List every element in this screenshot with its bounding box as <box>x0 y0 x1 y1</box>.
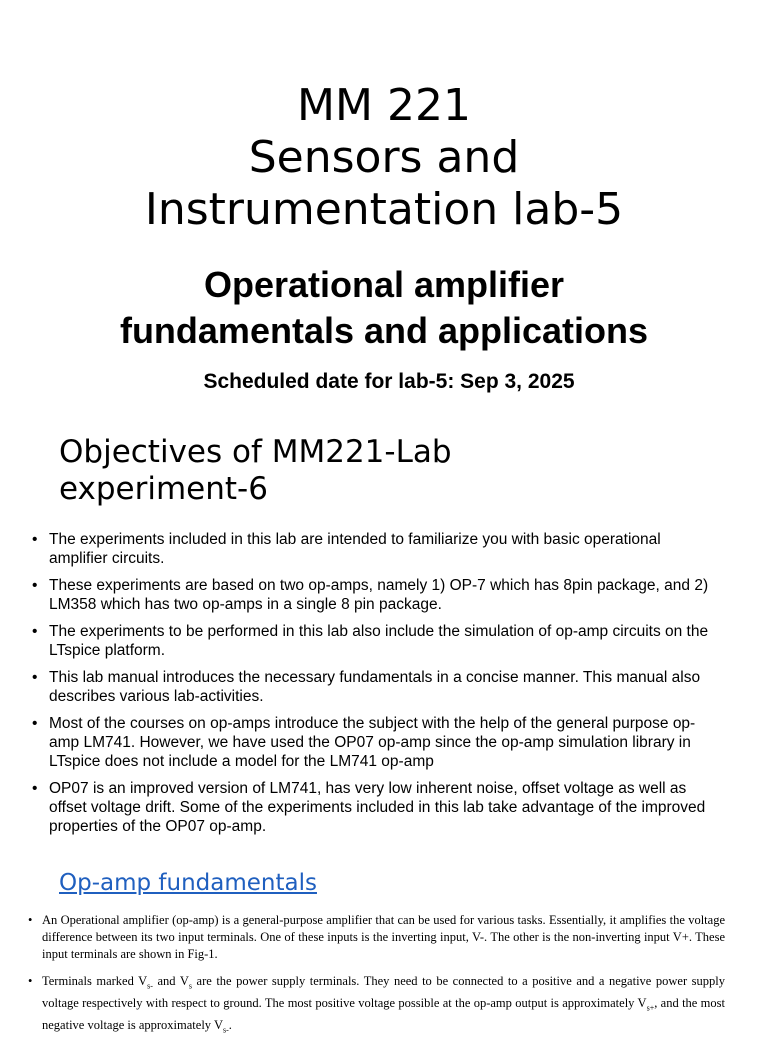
bullet-icon: • <box>32 780 38 797</box>
list-item <box>32 779 722 836</box>
op-amp-fundamentals-link[interactable]: Op-amp fundamentals <box>59 870 317 896</box>
text-segment: . <box>228 1018 232 1032</box>
list-item-text: An Operational amplifier (op-amp) is a general-purpose amplifier that can be used for various tasks. Essentially, it amplifies the voltage difference between its two input terminals. One of these inputs is the inverting input, V-. The other is the non-inverting input V+. These input terminals are shown in Fig-1. <box>42 913 725 961</box>
title-line-course-name: Sensors and <box>248 132 520 183</box>
scheduled-date: Scheduled date for lab-5: Sep 3, 2025 <box>203 370 575 393</box>
list-item-text: This lab manual introduces the necessary fundamentals in a concise manner. This manual also describes various lab-activities. <box>49 669 701 705</box>
subscript: s <box>188 981 192 991</box>
list-item <box>32 714 722 771</box>
subscript: s- <box>147 981 153 991</box>
title <box>0 80 768 236</box>
text-segment: are the power supply terminals. They need to be connected to a positive and a negative power supply voltage respectively with respect to ground. The most positive voltage possible at the op-amp output is approximately V <box>42 974 725 1010</box>
objectives-heading-line-2: experiment-6 <box>59 471 268 507</box>
subscript: s+ <box>646 1003 655 1013</box>
objectives-heading <box>59 434 739 508</box>
bullet-icon: • <box>32 577 38 594</box>
list-item <box>32 530 722 568</box>
text-segment: Terminals marked V <box>42 974 148 988</box>
bullet-icon: • <box>32 623 38 640</box>
bullet-icon: • <box>28 974 33 988</box>
list-item-text <box>42 974 725 1035</box>
text-segment: and V <box>152 974 189 988</box>
list-item-text: The experiments included in this lab are intended to familiarize you with basic operational amplifier circuits. <box>49 531 661 567</box>
objectives-heading-line-1: Objectives of MM221-Lab <box>59 434 452 470</box>
subscript: s- <box>222 1025 229 1035</box>
list-item <box>32 668 722 706</box>
list-item-text: The experiments to be performed in this lab also include the simulation of op-amp circuits on the LTspice platform. <box>49 623 709 659</box>
fundamentals-list <box>28 912 725 1043</box>
list-item-text: OP07 is an improved version of LM741, has very low inherent noise, offset voltage as well as offset voltage drift. Some of the experiments included in this lab take advantage of the improved properties of the OP07 op-amp. <box>49 780 706 835</box>
title-line-lab: Instrumentation lab-5 <box>144 184 624 235</box>
bullet-icon: • <box>28 913 33 927</box>
list-item-text: These experiments are based on two op-amps, namely 1) OP-7 which has 8pin package, and 2) LM358 which has two op-amps in a single 8 pin package. <box>49 577 709 613</box>
subtitle-line-2: fundamentals and applications <box>119 310 649 351</box>
objectives-list <box>32 530 722 844</box>
subtitle <box>0 262 768 354</box>
list-item-text: Most of the courses on op-amps introduce the subject with the help of the general purpose op-amp LM741. However, we have used the OP07 op-amp since the op-amp simulation library in LTspice does not include a model for the LM741 op-amp <box>49 715 696 770</box>
list-item <box>32 622 722 660</box>
bullet-icon: • <box>32 531 38 548</box>
subtitle-line-1: Operational amplifier <box>203 264 565 305</box>
list-item <box>28 970 725 1036</box>
list-item <box>32 576 722 614</box>
bullet-icon: • <box>32 669 38 686</box>
text-segment: , and the most negative voltage is approximately V <box>42 996 725 1032</box>
title-line-course: MM 221 <box>297 80 471 131</box>
bullet-icon: • <box>32 715 38 732</box>
list-item <box>28 912 725 963</box>
